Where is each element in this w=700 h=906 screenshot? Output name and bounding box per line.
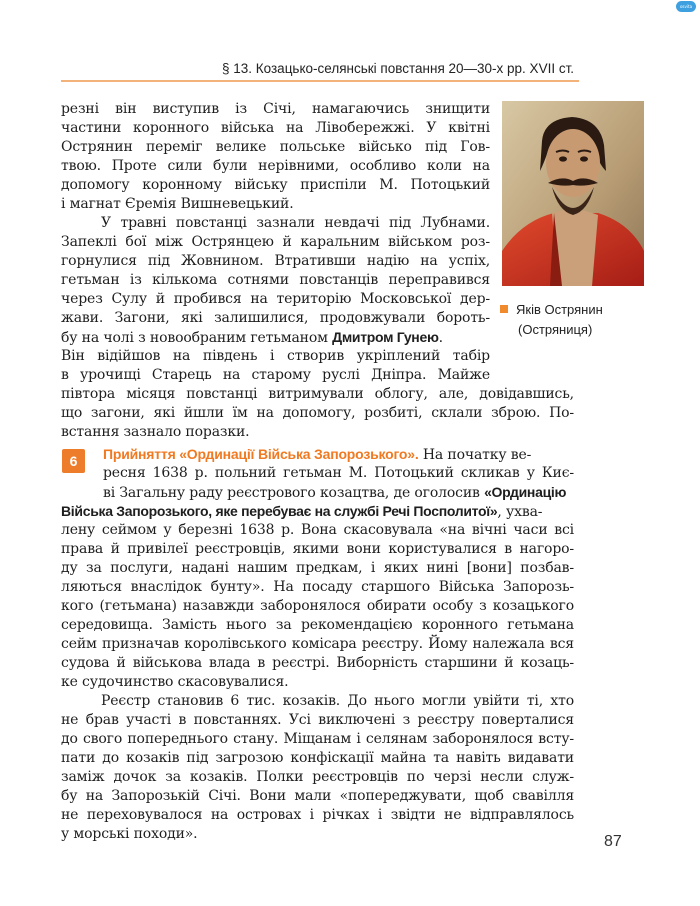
bold-title: Війська Запорозького, яке перебуває на службі Речі Посполитої» [61, 503, 498, 519]
text-line: заміж дочок за козаків. Полки реєстровців по черзі несли служ- [61, 769, 574, 785]
text-line: ду за послуги, надані нашим предкам, і яких нині [вони] позбав- [61, 560, 574, 576]
text-line: гетьман із кількома сотнями повстанців переправився [61, 272, 490, 288]
text-line: Острянин переміг велике польське військо під Гов- [61, 139, 490, 155]
text-line: середовища. Замість нього за рекомендацією коронного гетьмана [61, 617, 574, 633]
bold-title: «Ординацію [484, 484, 567, 500]
text-span: На початку ве- [418, 447, 532, 463]
text-line: і магнат Єремія Вишневецький. [61, 196, 294, 212]
text-line: кого (гетьмана) назавжди заборонялося обирати особу з козацького [61, 598, 574, 614]
page-number: 87 [604, 833, 622, 850]
header-rule [61, 80, 579, 82]
text-line: жави. Загони, які залишилися, продовжували бороть- [61, 310, 490, 326]
text-span: бу на чолі з новообраним гетьманом [61, 330, 333, 346]
text-line: ке судочинство скасовувалися. [61, 674, 289, 690]
text-line: лену сеймом у березні 1638 р. Вона скасовувала «на вічні часи всі [61, 522, 574, 538]
section-title: Прийняття «Ординації Війська Запорозького». [103, 446, 419, 462]
caption-alt-name: (Остряниця) [518, 322, 593, 337]
section-number-badge: 6 [62, 449, 85, 473]
text-line: пати до козаків під загрозою конфіскації майна та навіть видавати [61, 750, 574, 766]
text-line: горнулися під Жовнином. Втративши надію на успіх, [61, 253, 490, 269]
text-line: півтора місяця повстанці витримували облогу, але, довідавшись, [61, 386, 574, 402]
text-line: Він відійшов на південь і створив укріплений табір [61, 348, 490, 364]
text-line [103, 483, 574, 502]
text-line: до свого попереднього стану. Міщанам і селянам заборонялося всту- [61, 731, 574, 747]
text-line: ресня 1638 р. польний гетьман М. Потоцький скликав у Киє- [103, 465, 574, 481]
text-line [61, 328, 490, 347]
text-line: сейм призначав королівського комісара реєстру. Йому належала вся [61, 636, 574, 652]
text-line: частини коронного війська на Лівобережжі. У квітні [61, 120, 490, 136]
section-heading-line [103, 445, 574, 464]
text-line: що загони, які йшли їм на допомогу, розбиті, склали зброю. По- [61, 405, 574, 421]
text-line: у морські походи». [61, 826, 198, 842]
figure-caption [500, 300, 660, 340]
text-span: ві Загальну раду реєстрового козацтва, де оголосив [103, 485, 485, 501]
text-line: не брав участі в повстаннях. Усі виключені з реєстру поверталися [61, 712, 574, 728]
text-line: права й привілеї реєстровців, якими вони користувалися в нагоро- [61, 541, 574, 557]
text-line: твою. Проте сили були нерівними, особливо коли на [61, 158, 490, 174]
text-line: ляються внаслідок бунту». На посаду старшого Війська Запорозь- [61, 579, 574, 595]
text-line: через Сулу й пробився на територію Московської дер- [61, 291, 490, 307]
portrait-image [502, 101, 644, 286]
corner-logo-badge: osvita [676, 1, 696, 12]
text-span: . [438, 330, 443, 346]
text-line: резні він виступив із Січі, намагаючись знищити [61, 101, 490, 117]
text-line [61, 502, 574, 521]
text-line: судова й військова влада в реєстрі. Виборність старшини й козаць- [61, 655, 574, 671]
bold-name: Дмитром Гунею [332, 329, 439, 345]
text-line: в урочищі Старець на старому руслі Дніпра. Майже [61, 367, 490, 383]
text-line: Реєстр становив 6 тис. козаків. До нього могли увійти ті, хто [101, 693, 574, 709]
text-line: допомогу коронному війську приспіли М. Потоцький [61, 177, 490, 193]
text-line: встання зазнало поразки. [61, 424, 250, 440]
text-span: , ухва- [497, 504, 543, 520]
text-line: У травні повстанці зазнали невдачі під Лубнами. [101, 215, 490, 231]
caption-bullet [500, 305, 508, 313]
text-line: не переховувалося на островах і річках і звідти не відправлялось [61, 807, 574, 823]
running-header: § 13. Козацько-селянські повстання 20—30-х рр. XVII ст. [222, 61, 575, 76]
text-line: бу на Запорозькій Січі. Вони мали «попереджувати, щоб свавілля [61, 788, 574, 804]
caption-name: Яків Острянин [516, 302, 603, 317]
text-line: Запеклі бої між Острянцею й каральним військом роз- [61, 234, 490, 250]
